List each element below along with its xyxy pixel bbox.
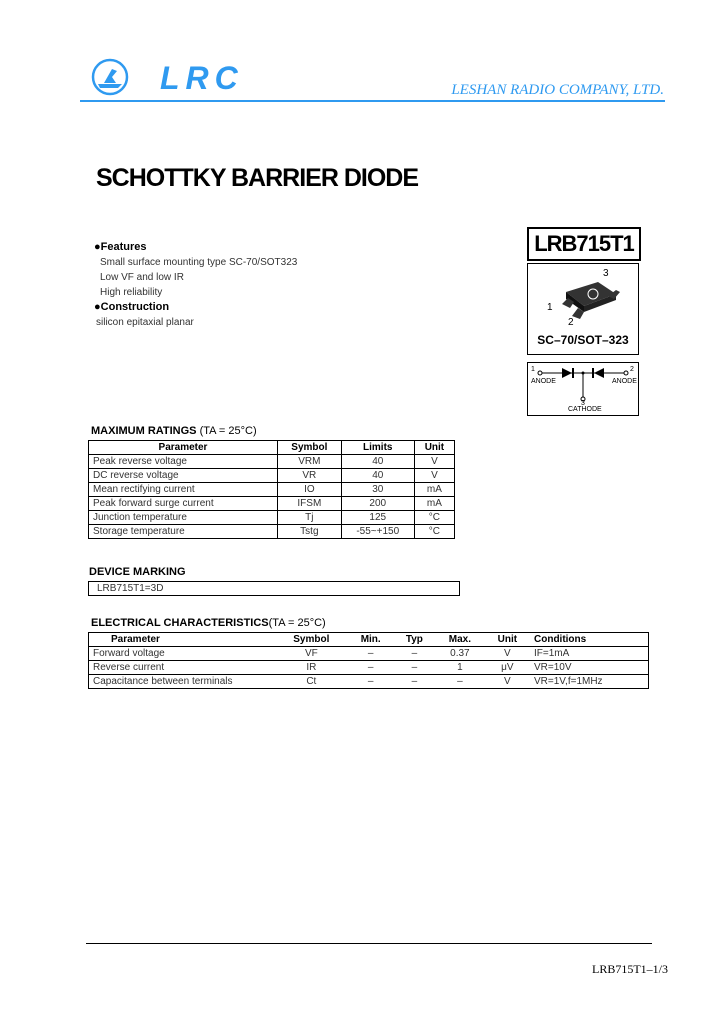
table-row xyxy=(89,497,455,511)
table-cell: – xyxy=(394,661,435,675)
features-heading-text: Features xyxy=(100,241,147,253)
table-cell: 1 xyxy=(435,661,485,675)
col-header: Limits xyxy=(341,441,414,455)
max-ratings-condition: (TA = 25°C) xyxy=(199,425,257,437)
table-cell: 40 xyxy=(341,469,414,483)
table-cell: – xyxy=(348,675,394,689)
logo-text: LRC xyxy=(160,60,244,96)
table-cell: 0.37 xyxy=(435,647,485,661)
table-cell: 125 xyxy=(341,511,414,525)
device-marking-value: LRB715T1=3D xyxy=(88,581,460,596)
table-cell: VF xyxy=(275,647,348,661)
table-row xyxy=(89,455,455,469)
table-cell: Mean rectifying current xyxy=(89,483,278,497)
table-cell: VR xyxy=(278,469,342,483)
table-cell: 30 xyxy=(341,483,414,497)
table-cell: Tj xyxy=(278,511,342,525)
table-cell: V xyxy=(414,469,454,483)
table-cell: IO xyxy=(278,483,342,497)
table-cell: IF=1mA xyxy=(530,647,649,661)
table-row xyxy=(89,469,455,483)
lrc-logo-icon xyxy=(90,57,130,97)
table-row xyxy=(89,675,649,689)
company-name: LESHAN RADIO COMPANY, LTD. xyxy=(451,82,664,98)
construction-heading: ●Construction xyxy=(94,301,170,313)
col-header: Symbol xyxy=(275,633,348,647)
circuit-pin1: 1 xyxy=(531,366,535,373)
table-cell: V xyxy=(485,675,530,689)
max-ratings-heading xyxy=(91,425,257,437)
electrical-table xyxy=(88,632,649,689)
feature-item: Small surface mounting type SC-70/SOT323 xyxy=(100,257,298,268)
table-cell: mA xyxy=(414,483,454,497)
page-number: LRB715T1–1/3 xyxy=(591,962,668,976)
col-header: Min. xyxy=(348,633,394,647)
table-cell: Reverse current xyxy=(89,661,276,675)
table-cell: – xyxy=(394,647,435,661)
electrical-title: ELECTRICAL CHARACTERISTICS xyxy=(91,617,269,629)
max-ratings-title: MAXIMUM RATINGS xyxy=(91,425,197,437)
table-cell: μV xyxy=(485,661,530,675)
construction-heading-text: Construction xyxy=(100,301,170,313)
page-title: SCHOTTKY BARRIER DIODE xyxy=(96,164,419,192)
table-cell: Forward voltage xyxy=(89,647,276,661)
electrical-condition: (TA = 25°C) xyxy=(268,617,326,629)
table-cell: – xyxy=(435,675,485,689)
table-cell: 40 xyxy=(341,455,414,469)
table-row xyxy=(89,647,649,661)
circuit-diagram xyxy=(527,362,639,416)
table-cell: VRM xyxy=(278,455,342,469)
table-cell: -55~+150 xyxy=(341,525,414,539)
table-row xyxy=(89,483,455,497)
electrical-heading xyxy=(91,617,326,629)
part-number: LRB715T1 xyxy=(527,227,641,261)
anode-label: ANODE xyxy=(531,378,556,385)
table-row xyxy=(89,511,455,525)
col-header: Unit xyxy=(414,441,454,455)
table-cell: Ct xyxy=(275,675,348,689)
table-row xyxy=(89,525,455,539)
table-header xyxy=(89,441,455,455)
table-cell: V xyxy=(485,647,530,661)
package-name: SC–70/SOT–323 xyxy=(537,333,629,347)
pin-2-label: 2 xyxy=(568,317,574,328)
table-cell: Peak reverse voltage xyxy=(89,455,278,469)
table-cell: Storage temperature xyxy=(89,525,278,539)
table-cell: VR=1V,f=1MHz xyxy=(530,675,649,689)
table-cell: – xyxy=(394,675,435,689)
table-cell: Junction temperature xyxy=(89,511,278,525)
package-image-icon xyxy=(548,272,628,327)
table-cell: VR=10V xyxy=(530,661,649,675)
table-cell: Capacitance between terminals xyxy=(89,675,276,689)
device-marking-heading: DEVICE MARKING xyxy=(89,566,186,578)
col-header: Typ xyxy=(394,633,435,647)
footer-divider xyxy=(86,943,652,944)
feature-item: High reliability xyxy=(100,287,163,298)
anode-label: ANODE xyxy=(612,378,637,385)
col-header: Unit xyxy=(485,633,530,647)
col-header: Parameter xyxy=(89,441,278,455)
table-cell: – xyxy=(348,661,394,675)
table-cell: mA xyxy=(414,497,454,511)
table-cell: V xyxy=(414,455,454,469)
header-divider xyxy=(80,100,665,102)
table-cell: Peak forward surge current xyxy=(89,497,278,511)
circuit-pin3: 3 xyxy=(581,400,585,407)
table-cell: IFSM xyxy=(278,497,342,511)
pin-3-label: 3 xyxy=(603,268,609,279)
col-header: Symbol xyxy=(278,441,342,455)
max-ratings-table xyxy=(88,440,455,539)
cathode-label: CATHODE xyxy=(568,406,602,413)
pin-1-label: 1 xyxy=(547,302,553,313)
table-cell: DC reverse voltage xyxy=(89,469,278,483)
table-cell: Tstg xyxy=(278,525,342,539)
features-heading: ●Features xyxy=(94,241,147,253)
table-cell: °C xyxy=(414,525,454,539)
circuit-pin2: 2 xyxy=(630,366,634,373)
table-row xyxy=(89,661,649,675)
table-cell: °C xyxy=(414,511,454,525)
construction-text: silicon epitaxial planar xyxy=(96,317,194,328)
col-header: Max. xyxy=(435,633,485,647)
table-cell: – xyxy=(348,647,394,661)
feature-item: Low VF and low IR xyxy=(100,272,184,283)
col-header: Conditions xyxy=(530,633,649,647)
table-cell: IR xyxy=(275,661,348,675)
table-cell: 200 xyxy=(341,497,414,511)
table-header xyxy=(89,633,649,647)
package-box xyxy=(527,263,639,355)
col-header: Parameter xyxy=(89,633,276,647)
